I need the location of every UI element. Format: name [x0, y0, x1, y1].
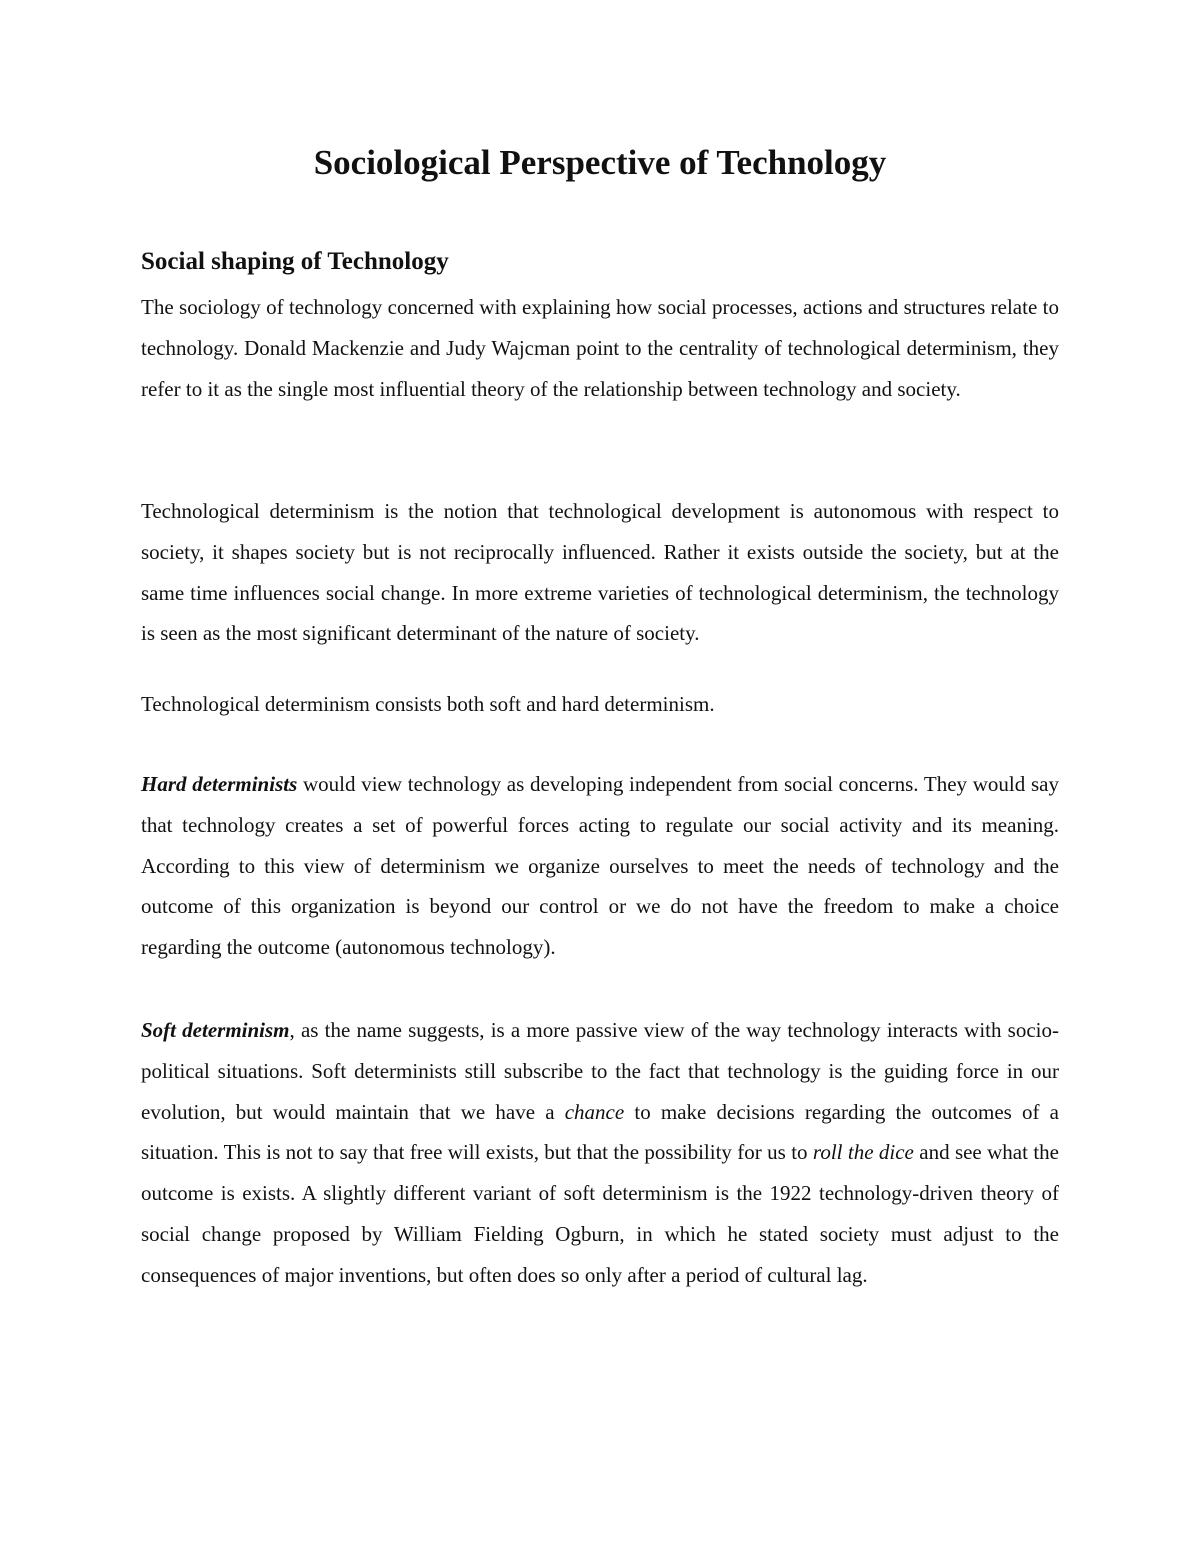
term-hard-determinists: Hard determinists [141, 772, 298, 796]
document-title: Sociological Perspective of Technology [313, 143, 887, 182]
paragraph-technological-determinism: Technological determinism is the notion that technological development is autonomous with respect to society, it shapes society but is not reciprocally influenced. Rather it exists outside the society, but at the same time influences social change. In more extreme varieties of technological determinism, the technology is seen as the most significant determinant of the nature of society. [141, 499, 1059, 646]
emphasis-roll-the-dice: roll the dice [812, 1140, 914, 1165]
term-soft-determinism: Soft determinism [141, 1018, 290, 1042]
paragraph-soft-determinism-text-2: to make decisions regarding the outcomes of a situation. This is not to say that free will exists, but that the possibility for us to [141, 1099, 1059, 1165]
paragraph-soft-determinism-text-1: , as the name suggests, is a more passive view of the way technology interacts with socio-political situations. Soft determinists still subscribe to the fact that technology is the guiding force in our evolution, but would maintain that we have a [141, 1018, 1059, 1124]
paragraph-social-shaping: The sociology of technology concerned with explaining how social processes, actions and structures relate to technology. Donald Mackenzie and Judy Wajcman point to the centrality of technological determinism, they refer to it as the single most influential theory of the relationship between technology and society. [141, 295, 1059, 401]
paragraph-soft-determinism [141, 1010, 1059, 1296]
section-heading: Social shaping of Technology [141, 248, 449, 275]
paragraph-soft-determinism-text-3: and see what the outcome is exists. A slightly different variant of soft determinism is the 1922 technology-driven theory of social change proposed by William Fielding Ogburn, in which he stated society must adjust to the consequences of major inventions, but often does so only after a period of cultural lag. [141, 1140, 1059, 1287]
paragraph-hard-determinists [141, 764, 1059, 968]
paragraph-hard-determinists-text: would view technology as developing independent from social concerns. They would say that technology creates a set of powerful forces acting to regulate our social activity and its meaning. According to this view of determinism we organize ourselves to meet the needs of technology and the outcome of this organization is beyond our control or we do not have the freedom to make a choice regarding the outcome (autonomous technology). [141, 772, 1059, 960]
emphasis-chance: chance [564, 1099, 625, 1124]
paragraph-soft-and-hard: Technological determinism consists both soft and hard determinism. [141, 692, 715, 716]
